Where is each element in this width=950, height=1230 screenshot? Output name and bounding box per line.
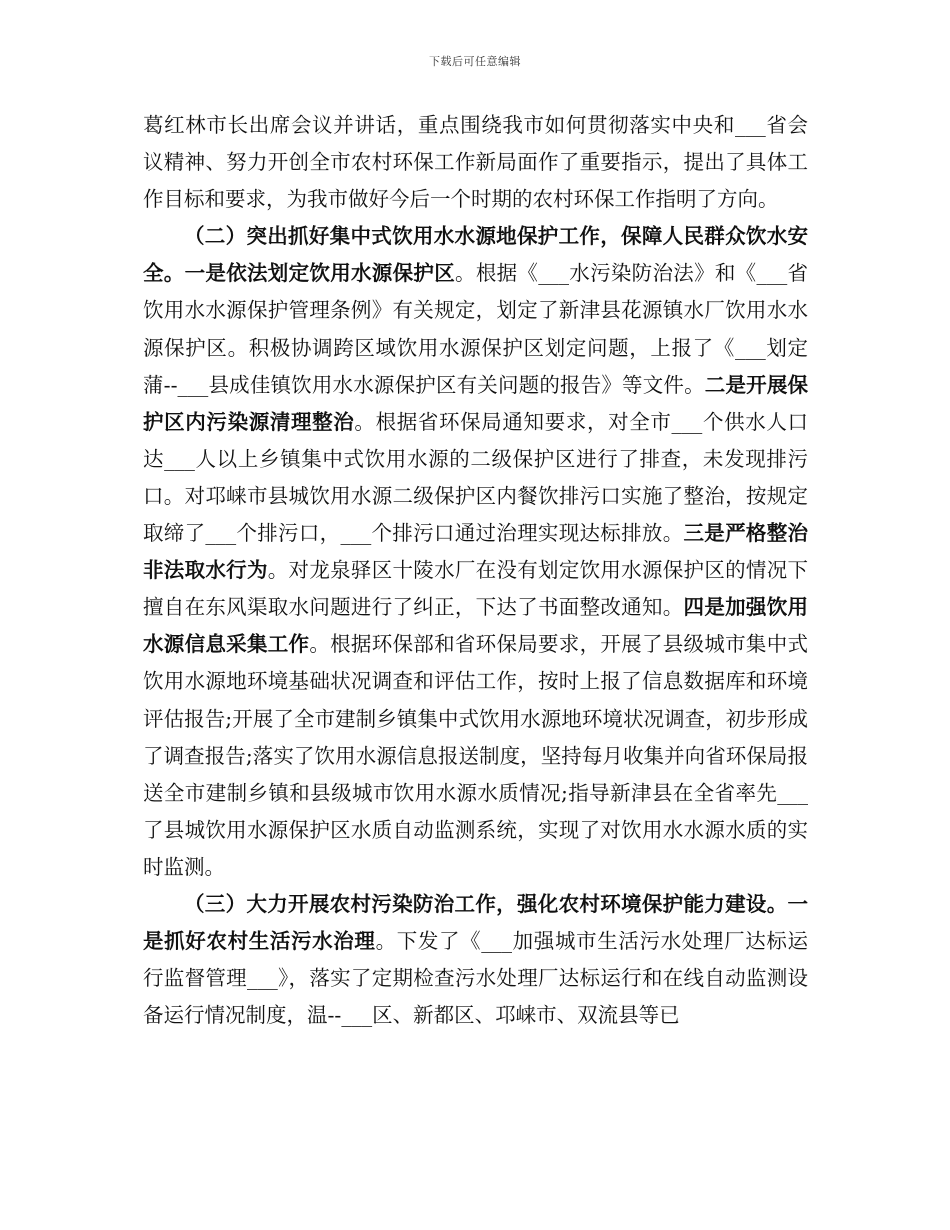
text-run: 。下发了《___加强城市生活污水处理厂达标运行监督管理___》，落实了定期检查污水处理厂达标运行和在线自动监测设备运行情况制度，温--___区、新都区、邛崃市、双流县等已 xyxy=(143,929,809,1028)
text-run: 。根据《___水污染防治法》和《___省饮用水水源保护管理条例》有关规定，划定了新津县花源镇水厂饮用水水源保护区。积极协调跨区域饮用水源保护区划定问题，上报了《___划定蒲--___县成佳镇饮用水水源保护区有关问题的报告》等文件。 xyxy=(143,261,809,397)
subpoint-heading: 一是抓好农村生活污水治理 xyxy=(143,891,808,954)
page-header: 下载后可任意编辑 xyxy=(429,55,521,68)
text-run: 。根据环保部和省环保局要求，开展了县级城市集中式饮用水源地环境基础状况调查和评估工作，按时上报了信息数据库和环境评估报告;开展了全市建制乡镇集中式饮用水源地环境状况调查，初步形成了调查报告;落实了饮用水源信息报送制度，坚持每月收集并向省环保局报送全市建制乡镇和县级城市饮用水源水质情况;指导新津县在全省率先___了县城饮用水源保护区水质自动监测系统，实现了对饮用水水源水质的实时监测。 xyxy=(143,632,809,879)
document-body xyxy=(143,107,808,1034)
subpoint-heading: 四是加强饮用水源信息采集工作 xyxy=(143,595,808,657)
paragraph-section-2 xyxy=(143,218,808,886)
section-heading: （三）大力开展农村污染防治工作，强化农村环境保护能力建设。 xyxy=(184,891,788,916)
paragraph-section-3 xyxy=(143,886,808,1034)
paragraph-intro xyxy=(143,107,808,218)
text-run: 。根据省环保局通知要求，对全市___个供水人口达___人以上乡镇集中式饮用水源的二级保护区进行了排查，未发现排污口。对邛崃市县城饮用水源二级保护区内餐饮排污口实施了整治，按规定取缔了___个排污口，___个排污口通过治理实现达标排放。 xyxy=(143,409,809,546)
text-run: 。对龙泉驿区十陵水厂在没有划定饮用水源保护区的情况下擅自在东风渠取水问题进行了纠正，下达了书面整改通知。 xyxy=(143,558,809,620)
subpoint-heading: 一是依法划定饮用水源保护区 xyxy=(184,261,456,286)
subpoint-heading: 二是开展保护区内污染源清理整治 xyxy=(143,372,808,434)
subpoint-heading: 三是严格整治非法取水行为 xyxy=(143,521,808,583)
text-run: 葛红林市长出席会议并讲话，重点围绕我市如何贯彻落实中央和___省会议精神、努力开创全市农村环保工作新局面作了重要指示，提出了具体工作目标和要求，为我市做好今后一个时期的农村环保工作指明了方向。 xyxy=(143,113,808,212)
section-heading: （二）突出抓好集中式饮用水水源地保护工作，保障人民群众饮水安全。 xyxy=(143,224,808,286)
